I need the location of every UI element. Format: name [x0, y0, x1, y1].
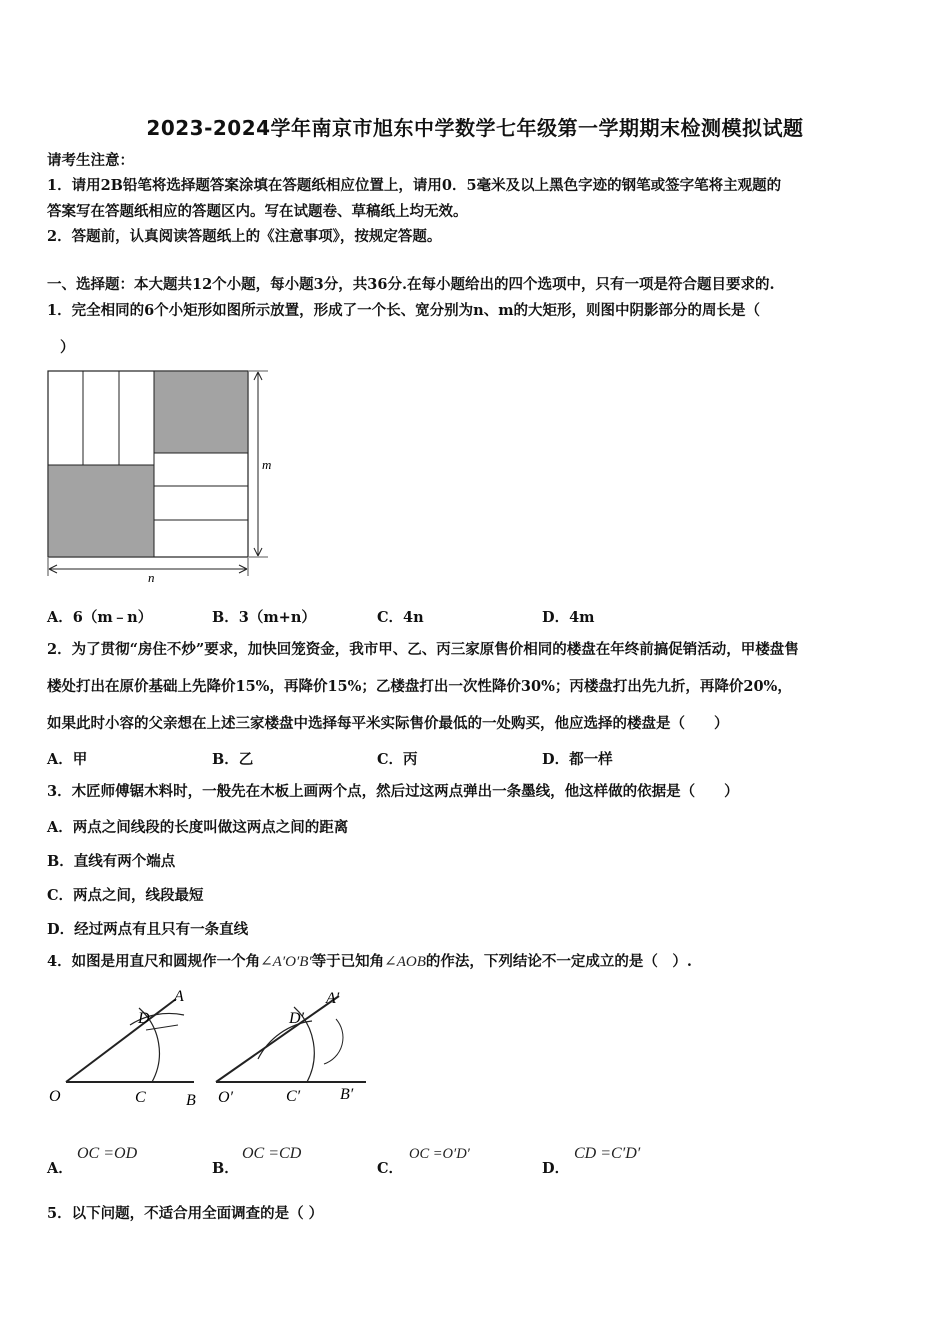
- q4-option-d-expr: CD =C′D′: [574, 1145, 641, 1162]
- q2-option-d[interactable]: D．都一样: [542, 751, 613, 768]
- label-m: m: [262, 457, 272, 472]
- original-angle-figure: [49, 988, 196, 1109]
- q1-option-d[interactable]: D．4m: [542, 609, 595, 626]
- q1-option-a[interactable]: A．6（m﹣n）: [47, 609, 153, 626]
- q4-stem-part-c: 的作法，下列结论不一定成立的是（ ）.: [425, 953, 692, 970]
- q2-line-1: 2．为了贯彻“房住不炒”要求，加快回笼资金，我市甲、乙、丙三家原售价相同的楼盘在年终前搞促销活动，甲楼盘售: [47, 641, 799, 658]
- q1-option-b[interactable]: B．3（m+n）: [212, 609, 316, 626]
- label-D: D: [138, 1010, 150, 1027]
- q3-option-d[interactable]: D．经过两点有且只有一条直线: [47, 921, 249, 938]
- label-C-prime: C′: [286, 1088, 301, 1105]
- q4-compass-figure: [44, 985, 374, 1113]
- label-A: A: [174, 988, 184, 1005]
- q3-stem: 3．木匠师傅锯木料时，一般先在木板上画两个点，然后过这两点弹出一条墨线，他这样做的依据是（ ）: [47, 783, 739, 800]
- q4-option-a-letter: A．: [47, 1160, 73, 1177]
- q4-stem-part-b: 等于已知角: [311, 953, 385, 970]
- q4-stem: [47, 953, 692, 971]
- notice-heading: 请考生注意：: [47, 152, 134, 169]
- q2-option-c[interactable]: C．丙: [377, 751, 418, 768]
- label-O-prime: O′: [218, 1089, 234, 1106]
- q4-option-a-expr: OC =OD: [77, 1145, 138, 1162]
- notice-line-2: 答案写在答题纸相应的答题区内。写在试题卷、草稿纸上均无效。: [47, 203, 468, 220]
- q4-stem-part-a: 4．如图是用直尺和圆规作一个角: [47, 953, 261, 970]
- section-heading: 一、选择题：本大题共12个小题，每小题3分，共36分.在每小题给出的四个选项中，只有一项是符合题目要求的.: [47, 276, 775, 293]
- q1-stem: 1．完全相同的6个小矩形如图所示放置，形成了一个长、宽分别为n、m的大矩形，则图中阴影部分的周长是（: [47, 302, 761, 319]
- shaded-region-bottom-left: [48, 465, 154, 557]
- notice-line-3: 2．答题前，认真阅读答题纸上的《注意事项》，按规定答题。: [47, 228, 442, 245]
- q2-option-b[interactable]: B．乙: [212, 751, 254, 768]
- shaded-region-top-right: [154, 371, 248, 453]
- label-D-prime: D′: [289, 1010, 305, 1027]
- label-n: n: [148, 570, 155, 584]
- q4-option-b-expr: OC =CD: [242, 1145, 302, 1162]
- q2-line-2: 楼处打出在原价基础上先降价15%，再降价15%；乙楼盘打出一次性降价30%；丙楼盘打出先九折，再降价20%，: [47, 678, 792, 695]
- label-O: O: [49, 1088, 61, 1105]
- notice-line-1: 1．请用2B铅笔将选择题答案涂填在答题纸相应位置上，请用0．5毫米及以上黑色字迹的钢笔或签字笔将主观题的: [47, 177, 782, 194]
- q4-option-c-expr: OC =O′D′: [409, 1146, 470, 1162]
- q4-option-c-letter: C．: [377, 1160, 404, 1177]
- q3-option-c[interactable]: C．两点之间，线段最短: [47, 887, 204, 904]
- q3-option-a[interactable]: A．两点之间线段的长度叫做这两点之间的距离: [47, 819, 349, 836]
- q5-stem: 5．以下问题，不适合用全面调查的是（ ）: [47, 1205, 324, 1222]
- page-title: 2023-2024学年南京市旭东中学数学七年级第一学期期末检测模拟试题: [146, 116, 804, 140]
- label-B-prime: B′: [340, 1086, 354, 1103]
- q4-option-b[interactable]: [212, 1145, 377, 1177]
- q4-option-d-letter: D．: [542, 1160, 570, 1177]
- q4-option-b-letter: B．: [212, 1160, 239, 1177]
- q2-option-a[interactable]: A．甲: [47, 751, 88, 768]
- q2-line-3: 如果此时小容的父亲想在上述三家楼盘中选择每平米实际售价最低的一处购买，他应选择的楼盘是（ ）: [47, 715, 729, 732]
- q4-option-c[interactable]: [377, 1145, 542, 1177]
- q4-angle-2: ∠AOB: [384, 954, 426, 970]
- q1-stem-close: ）: [60, 339, 75, 356]
- q1-rectangles-figure: [40, 362, 280, 584]
- label-B: B: [186, 1092, 196, 1109]
- label-C: C: [135, 1089, 146, 1106]
- q4-option-d[interactable]: [542, 1145, 707, 1177]
- constructed-angle-figure: [216, 990, 366, 1106]
- q1-option-c[interactable]: C．4n: [377, 609, 424, 626]
- label-A-prime: A′: [326, 990, 340, 1007]
- q4-option-a[interactable]: [47, 1145, 212, 1177]
- q3-option-b[interactable]: B．直线有两个端点: [47, 853, 176, 870]
- segment-cd: [146, 1025, 178, 1030]
- q4-angle-1: ∠A′O′B′: [260, 954, 312, 970]
